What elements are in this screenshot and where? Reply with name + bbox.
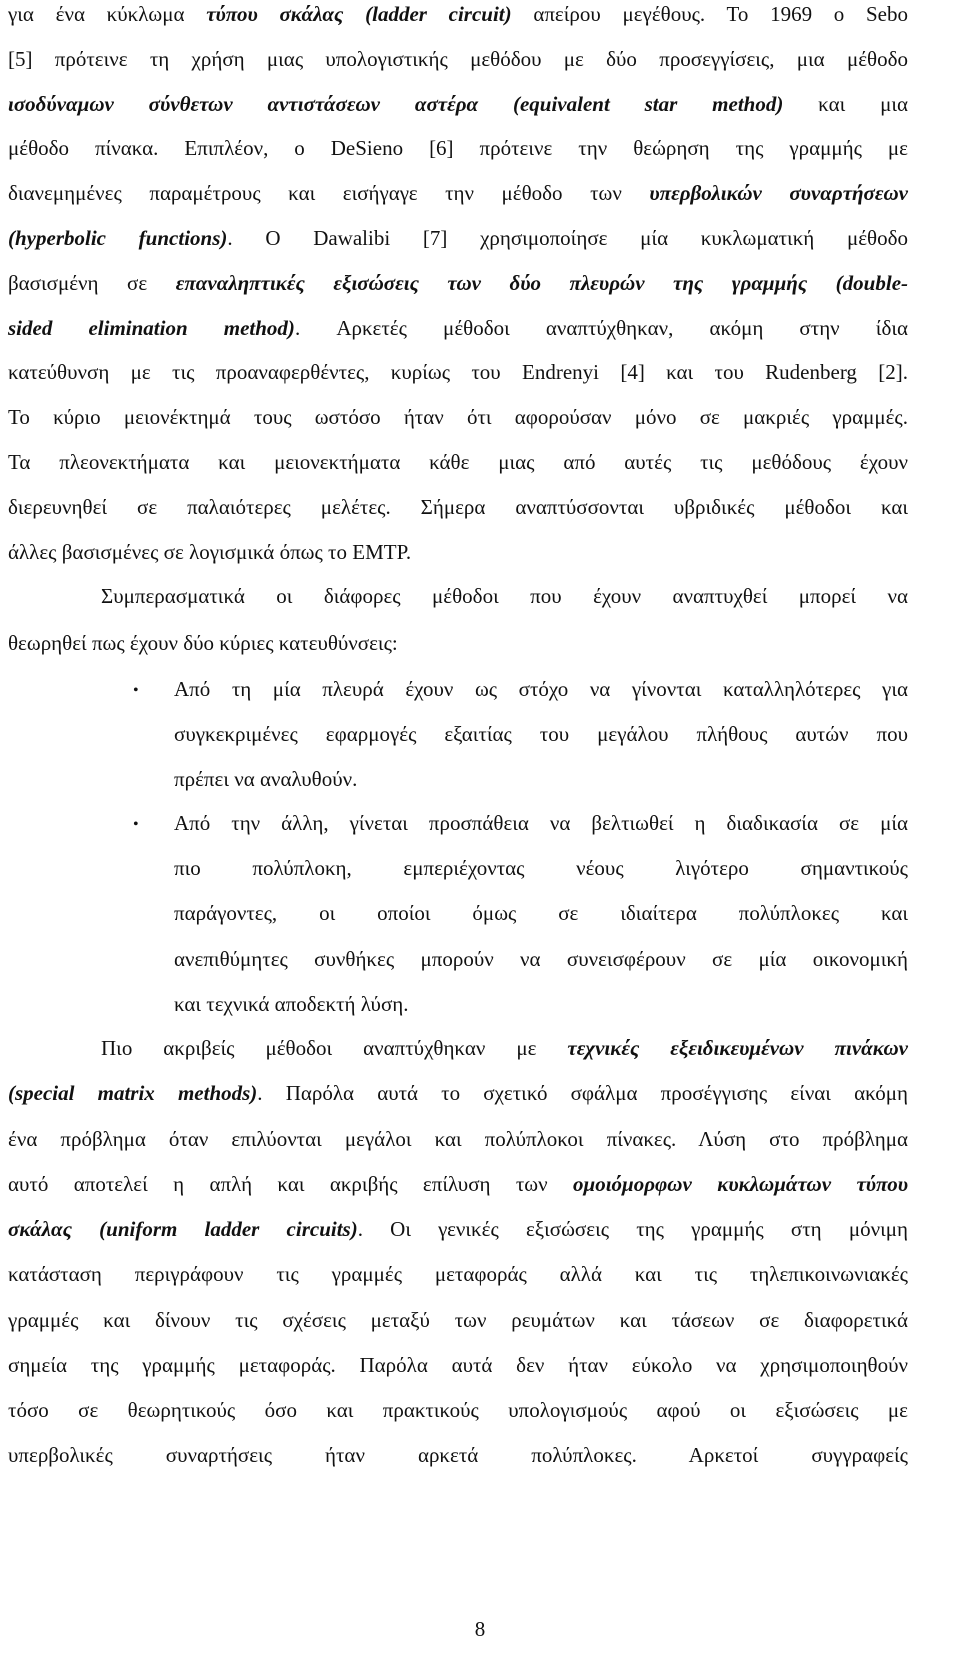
text-run: συγκεκριμένες εφαρμογές εξαιτίας του μεγάλου πλήθους αυτών που [174, 722, 908, 746]
text-line [174, 720, 908, 748]
bullet-symbol: • [133, 816, 139, 833]
text-line [8, 1079, 908, 1107]
text-line [101, 582, 908, 610]
bold-italic-term: επαναληπτικές εξισώσεις των δύο πλευρών της γραμμής (double- [175, 270, 909, 295]
page-number: 8 [474, 1617, 486, 1641]
text-line [8, 224, 908, 252]
text-run: . Οι γενικές εξισώσεις της γραμμής στη μόνιμη [357, 1217, 908, 1241]
text-line [174, 945, 908, 973]
text-run: Τα πλεονεκτήματα και μειονεκτήματα κάθε μιας από αυτές τις μεθόδους έχουν [8, 450, 908, 474]
text-line [8, 493, 908, 521]
text-line [174, 990, 409, 1018]
text-run: . Παρόλα αυτά το σχετικό σφάλμα προσέγγισης είναι ακόμη [257, 1081, 908, 1106]
text-run: . Αρκετές μέθοδοι αναπτύχθηκαν, ακόμη στην ίδια [294, 315, 908, 340]
text-run: υπερβολικές συναρτήσεις ήταν αρκετά πολύπλοκες. Αρκετοί συγγραφείς [8, 1443, 908, 1468]
text-run: ανεπιθύμητες συνθήκες μπορούν να συνεισφέρουν σε μία οικονομική [174, 946, 908, 971]
text-run: για ένα κύκλωμα [8, 2, 207, 26]
text-run: Πιο ακριβείς μέθοδοι αναπτύχθηκαν με [101, 1036, 568, 1060]
text-line [8, 0, 908, 28]
bold-italic-term: τύπου σκάλας (ladder circuit) [206, 2, 512, 26]
text-run: Συμπερασματικά οι διάφορες μέθοδοι που έχουν αναπτυχθεί μπορεί να [101, 584, 908, 608]
bold-italic-term: (special matrix methods) [8, 1081, 258, 1106]
text-run: Το κύριο μειονέκτημά τους ωστόσο ήταν ότι αφορούσαν μόνο σε μακριές γραμμές. [8, 405, 908, 430]
text-run: Από τη μία πλευρά έχουν ως στόχο να γίνονται καταλληλότερες για [174, 677, 908, 701]
bold-italic-term: υπερβολικών συναρτήσεων [649, 181, 908, 206]
text-line [8, 403, 908, 431]
text-line [8, 179, 908, 207]
text-line [8, 1441, 908, 1469]
text-line [8, 269, 908, 297]
text-line [8, 538, 411, 566]
text-line [174, 809, 908, 837]
text-run: ένα πρόβλημα όταν επιλύονται μεγάλοι και πολύπλοκοι πίνακες. Λύση στο πρόβλημα [8, 1126, 908, 1151]
text-line [174, 899, 908, 927]
bold-italic-term: ομοιόμορφων κυκλωμάτων τύπου [573, 1171, 908, 1196]
text-line [8, 1306, 908, 1334]
text-run: Από την άλλη, γίνεται προσπάθεια να βελτιωθεί η διαδικασία σε μία [174, 811, 908, 835]
bold-italic-term: sided elimination method) [8, 315, 295, 340]
text-line [8, 1125, 908, 1153]
bold-italic-term: σκάλας (uniform ladder circuits) [8, 1217, 358, 1241]
text-line [8, 90, 908, 118]
text-run: πιο πολύπλοκη, εμπεριέχοντας νέους λιγότερο σημαντικούς [174, 856, 908, 881]
text-run: άλλες βασισμένες σε λογισμικά όπως το EMTP. [8, 539, 412, 564]
text-run: απείρου μεγέθους. Το 1969 ο Sebo [511, 2, 908, 26]
text-run: γραμμές και δίνουν τις σχέσεις μεταξύ των ρευμάτων και τάσεων σε διαφορετικά [8, 1307, 908, 1332]
text-run: και μια [783, 91, 908, 116]
text-run: . Ο Dawalibi [7] χρησιμοποίησε μία κυκλωματική μέθοδο [227, 226, 908, 250]
text-line [8, 1396, 908, 1424]
text-run: διανεμημένες παραμέτρους και εισήγαγε την μέθοδο των [8, 181, 650, 206]
text-run: διερευνηθεί σε παλαιότερες μελέτες. Σήμερα αναπτύσσονται υβριδικές μέθοδοι και [8, 494, 908, 519]
bold-italic-term: (hyperbolic functions) [8, 226, 228, 250]
text-line [8, 1170, 908, 1198]
text-line [8, 448, 908, 476]
text-run: βασισμένη σε [8, 270, 176, 295]
text-run: κατάσταση περιγράφουν τις γραμμές μεταφοράς αλλά και τις τηλεπικοινωνιακές [8, 1262, 908, 1287]
text-run: πρέπει να αναλυθούν. [174, 767, 358, 791]
text-line [8, 134, 908, 162]
text-run: κατεύθυνση με τις προαναφερθέντες, κυρίως του Endrenyi [4] και του Rudenberg [2]. [8, 360, 908, 385]
bullet-symbol: • [133, 682, 139, 699]
text-line [8, 358, 908, 386]
text-run: και τεχνικά αποδεκτή λύση. [174, 991, 409, 1016]
bold-italic-term: τεχνικές εξειδικευμένων πινάκων [567, 1036, 908, 1060]
text-line [8, 1260, 908, 1288]
text-line [101, 1034, 908, 1062]
bold-italic-term: ισοδύναμων σύνθετων αντιστάσεων αστέρα (equivalent star method) [8, 91, 784, 116]
text-run: σημεία της γραμμής μεταφοράς. Παρόλα αυτά δεν ήταν εύκολο να χρησιμοποιηθούν [8, 1352, 908, 1377]
text-run: θεωρηθεί πως έχουν δύο κύριες κατευθύνσεις: [8, 631, 398, 655]
text-run: [5] πρότεινε τη χρήση μιας υπολογιστικής μεθόδου με δύο προσεγγίσεις, μια μέθοδο [8, 46, 908, 71]
text-line [8, 314, 908, 342]
text-line [174, 675, 908, 703]
text-line [8, 1215, 908, 1243]
text-line [8, 629, 398, 657]
text-line [174, 854, 908, 882]
text-run: αυτό αποτελεί η απλή και ακριβής επίλυση των [8, 1171, 574, 1196]
text-line [8, 1351, 908, 1379]
text-run: παράγοντες, οι οποίοι όμως σε ιδιαίτερα πολύπλοκες και [174, 901, 908, 926]
text-run: τόσο σε θεωρητικούς όσο και πρακτικούς υπολογισμούς αφού οι εξισώσεις με [8, 1398, 908, 1422]
text-line [8, 45, 908, 73]
text-line [174, 765, 357, 793]
text-run: μέθοδο πίνακα. Επιπλέον, ο DeSieno [6] πρότεινε την θεώρηση της γραμμής με [8, 136, 908, 161]
